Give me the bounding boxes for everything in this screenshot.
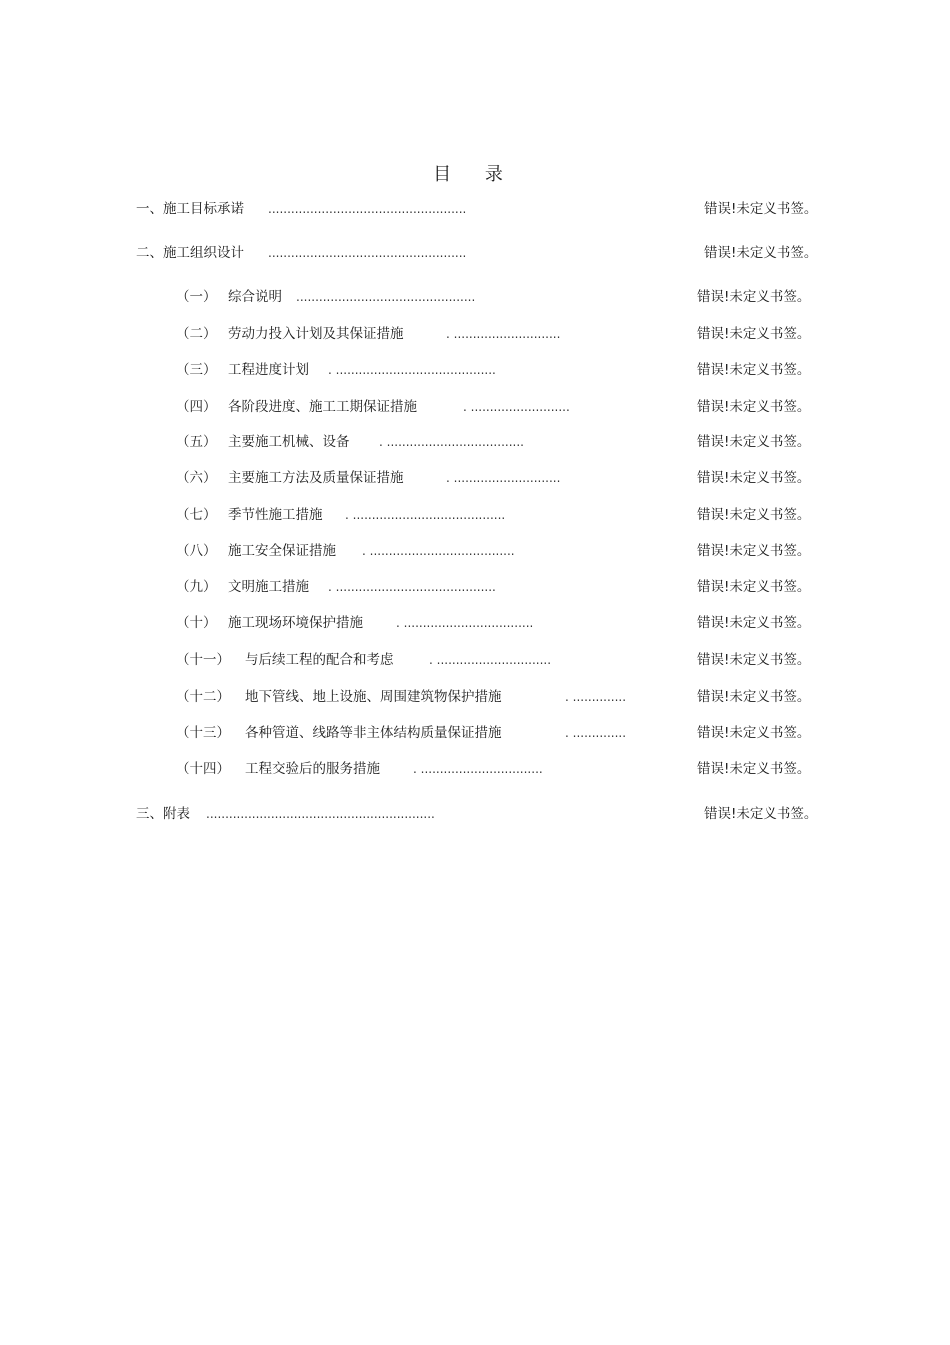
toc-page-reference: 错误!未定义书签。 [697,689,811,705]
toc-leader-dots: . .................................. [396,616,534,630]
toc-entry-number: （四） [176,399,217,415]
toc-page-reference: 错误!未定义书签。 [697,326,811,342]
toc-leader-dots: . ........................................ [345,508,506,522]
toc-entry-number: （十三） [176,725,230,741]
toc-entry [0,687,950,707]
toc-page-reference: 错误!未定义书签。 [697,543,811,559]
toc-leader-dots: . .......................... [463,400,570,414]
toc-entry-title: 主要施工方法及质量保证措施 [228,470,404,486]
toc-entry-number: （七） [176,507,217,523]
toc-entry [0,397,950,417]
toc-entry-title: 施工现场环境保护措施 [228,615,363,631]
toc-entry [0,468,950,488]
toc-leader-dots: . .......................................... [328,580,496,594]
toc-entry [0,360,950,380]
toc-page-reference: 错误!未定义书签。 [704,245,818,261]
toc-leader-dots: . .............. [565,726,627,740]
toc-entry [0,577,950,597]
toc-entry-title: 施工安全保证措施 [228,543,336,559]
toc-entry [0,650,950,670]
toc-leader-dots: ............................................................ [206,807,435,821]
toc-page-reference: 错误!未定义书签。 [697,470,811,486]
toc-page-reference: 错误!未定义书签。 [697,399,811,415]
toc-entry [0,759,950,779]
toc-entry-title: 二、施工组织设计 [136,245,244,261]
toc-page-reference: 错误!未定义书签。 [704,806,818,822]
toc-entry [0,723,950,743]
toc-entry-title: 季节性施工措施 [228,507,323,523]
toc-entry [0,613,950,633]
toc-entry-number: （十二） [176,689,230,705]
toc-entry-title: 主要施工机械、设备 [228,434,350,450]
toc-entry-number: （九） [176,579,217,595]
toc-leader-dots: . ...................................... [362,544,515,558]
toc-entry-title: 工程交验后的服务措施 [245,761,380,777]
toc-entry-number: （十） [176,615,217,631]
toc-page-reference: 错误!未定义书签。 [697,507,811,523]
toc-entry-number: （六） [176,470,217,486]
toc-leader-dots: .................................................... [268,246,467,260]
toc-page-reference: 错误!未定义书签。 [697,615,811,631]
toc-page-reference: 错误!未定义书签。 [697,725,811,741]
toc-leader-dots: . ............................ [446,327,561,341]
toc-entry-title: 综合说明 [228,289,282,305]
toc-page-reference: 错误!未定义书签。 [704,201,818,217]
toc-entry-number: （一） [176,289,217,305]
toc-entry [0,243,950,263]
toc-entry-title: 各种管道、线路等非主体结构质量保证措施 [245,725,502,741]
toc-entry-number: （十一） [176,652,230,668]
toc-entry-title: 一、施工目标承诺 [136,201,244,217]
toc-entry [0,324,950,344]
toc-leader-dots: . .......................................... [328,363,496,377]
toc-leader-dots: . ................................ [413,762,543,776]
page-title: 目 录 [433,164,517,185]
toc-leader-dots: . ............................ [446,471,561,485]
toc-page-reference: 错误!未定义书签。 [697,434,811,450]
toc-entry-title: 各阶段进度、施工工期保证措施 [228,399,417,415]
toc-entry-number: （八） [176,543,217,559]
toc-leader-dots: ............................................... [296,290,476,304]
toc-page-reference: 错误!未定义书签。 [697,289,811,305]
toc-leader-dots: . .............................. [429,653,552,667]
toc-entry [0,287,950,307]
toc-entry [0,541,950,561]
toc-page-reference: 错误!未定义书签。 [697,362,811,378]
toc-entry-title: 与后续工程的配合和考虑 [245,652,394,668]
toc-leader-dots: . .............. [565,690,627,704]
toc-entry-number: （五） [176,434,217,450]
toc-page-reference: 错误!未定义书签。 [697,652,811,668]
toc-leader-dots: .................................................... [268,202,467,216]
toc-page-reference: 错误!未定义书签。 [697,761,811,777]
toc-entry [0,505,950,525]
toc-page-reference: 错误!未定义书签。 [697,579,811,595]
toc-entry-number: （十四） [176,761,230,777]
toc-entry [0,199,950,219]
toc-leader-dots: . .................................... [379,435,524,449]
toc-entry-number: （三） [176,362,217,378]
toc-entry-title: 劳动力投入计划及其保证措施 [228,326,404,342]
toc-entry [0,432,950,452]
toc-entry-title: 文明施工措施 [228,579,309,595]
toc-entry-title: 地下管线、地上设施、周围建筑物保护措施 [245,689,502,705]
toc-entry-title: 工程进度计划 [228,362,309,378]
toc-entry-number: （二） [176,326,217,342]
toc-entry-title: 三、附表 [136,806,190,822]
toc-entry [0,804,950,824]
